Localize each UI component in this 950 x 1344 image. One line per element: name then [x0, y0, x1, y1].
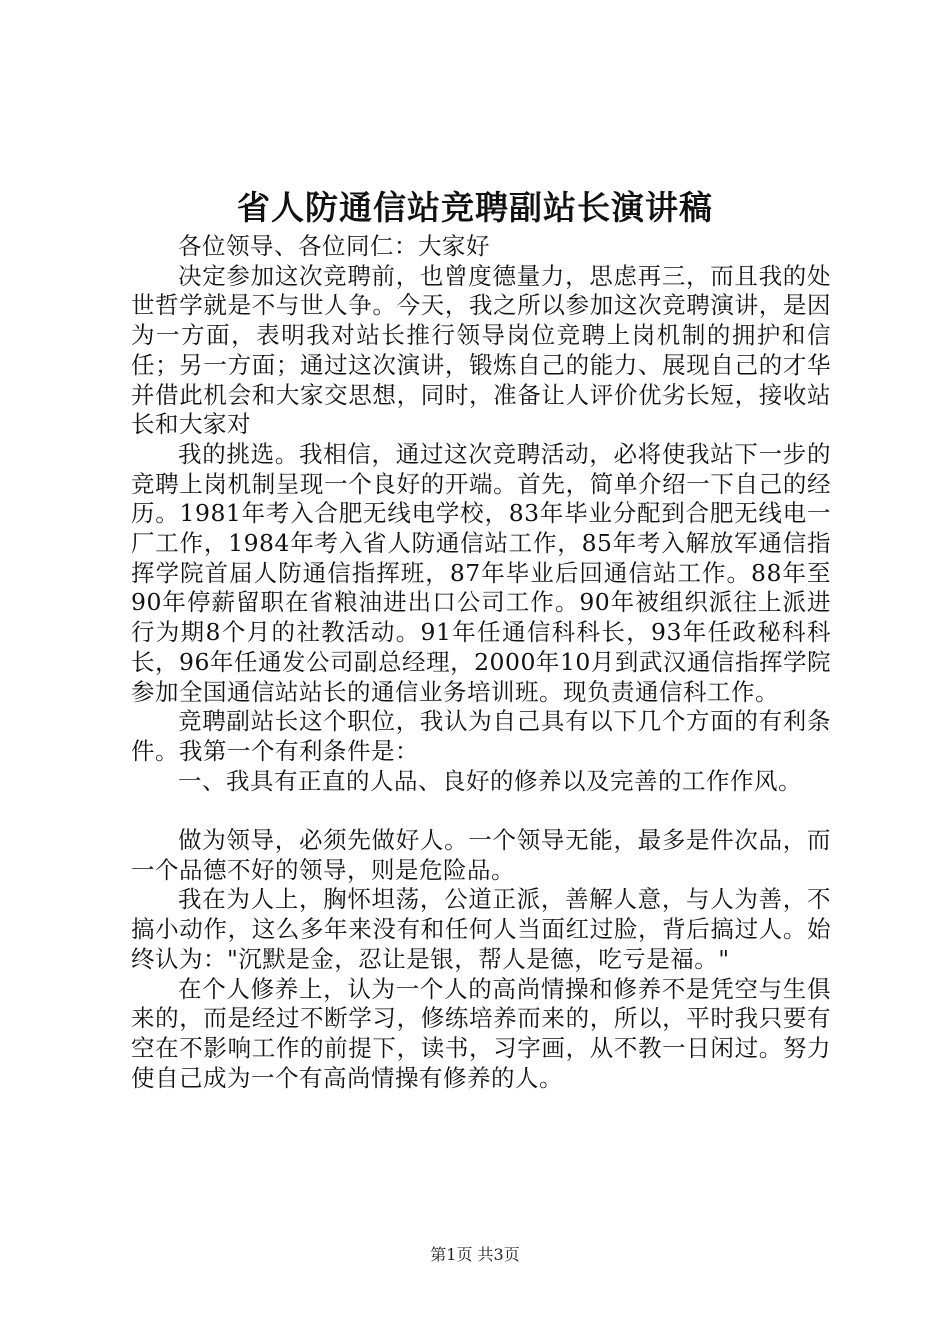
- paragraph-spacer: [131, 796, 831, 826]
- document-title: 省人防通信站竞聘副站长演讲稿: [237, 188, 713, 227]
- paragraph-character: 我在为人上，胸怀坦荡，公道正派，善解人意，与人为善，不搞小动作，这么多年来没有和任何人当面红过脸，背后搞过人。始终认为："沉默是金，忍让是银，帮人是德，吃亏是福。": [131, 885, 831, 973]
- paragraph-cultivation: 在个人修养上，认为一个人的高尚情操和修养不是凭空与生俱来的，而是经过不断学习，修练培养而来的，所以，平时我只要有空在不影响工作的前提下，读书，习字画，从不教一日闲过。努力使自己成为一个有高尚情操有修养的人。: [131, 974, 831, 1092]
- page-footer: 第1页 共3页: [430, 1245, 520, 1264]
- paragraph-conditions: 竞聘副站长这个职位，我认为自己具有以下几个方面的有利条件。我第一个有利条件是：: [131, 707, 831, 765]
- paragraph-experience: 我的挑选。我相信，通过这次竞聘活动，必将使我站下一步的竞聘上岗机制呈现一个良好的开端。首先，简单介绍一下自己的经历。1981年考入合肥无线电学校，83年毕业分配到合肥无线电一厂工作，1984年考入省人防通信站工作，85年考入解放军通信指挥学院首届人防通信指挥班，87年毕业后回通信站工作。88年至90年停薪留职在省粮油进出口公司工作。90年被组织派往上派进行为期8个月的社教活动。91年任通信科科长，93年任政秘科科长，96年任通发公司副总经理，2000年10月到武汉通信指挥学院参加全国通信站站长的通信业务培训班。现负责通信科工作。: [131, 439, 831, 706]
- paragraph-leadership: 做为领导，必须先做好人。一个领导无能，最多是件次品，而一个品德不好的领导，则是危险品。: [131, 826, 831, 884]
- document-body: [131, 232, 831, 1093]
- paragraph-intro: 决定参加这次竞聘前，也曾度德量力，思虑再三，而且我的处世哲学就是不与世人争。今天，我之所以参加这次竞聘演讲，是因为一方面，表明我对站长推行领导岗位竞聘上岗机制的拥护和信任；另一方面；通过这次演讲，锻炼自己的能力、展现自己的才华并借此机会和大家交思想，同时，准备让人评价优劣长短，接收站长和大家对: [131, 261, 831, 439]
- paragraph-point-one: 一、我具有正直的人品、良好的修养以及完善的工作作风。: [178, 766, 802, 795]
- paragraph-greeting: 各位领导、各位同仁：大家好: [178, 232, 490, 260]
